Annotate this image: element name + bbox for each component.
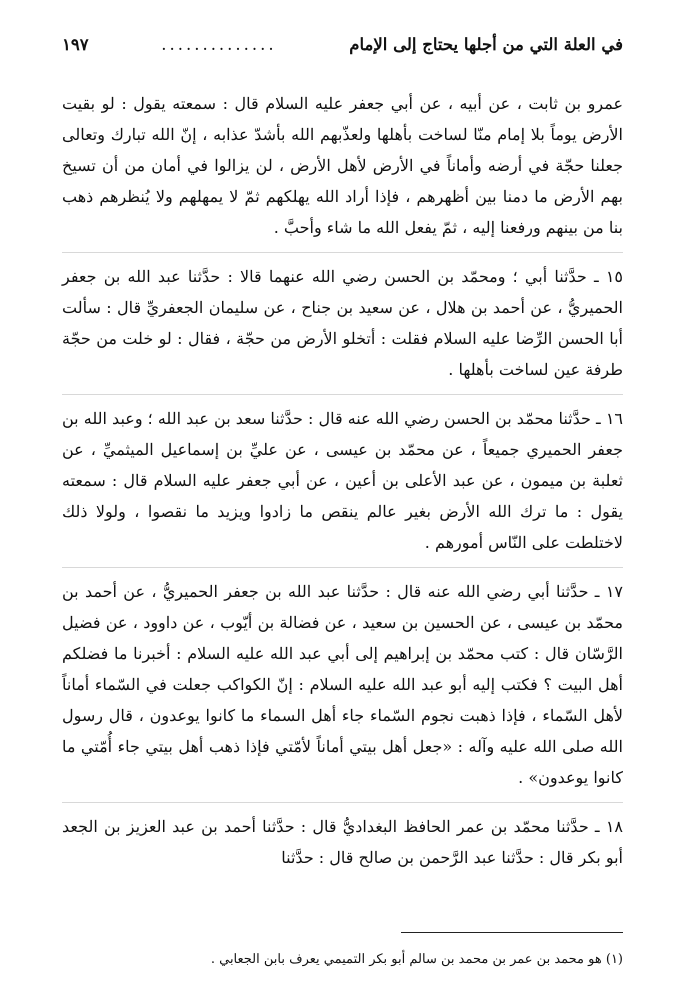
paragraph-continuation: عمرو بن ثابت ، عن أبيه ، عن أبي جعفر عليه السلام قال : سمعته يقول : لو بقيت الأرض يوماً بلا إمام منّا لساخت بأهلها ولعذّبهم الله بأشدّ عذابه ، إنّ الله تبارك وتعالى جعلنا حجّة في أرضه وأماناً في الأرض لأهل الأرض ، لن يزالوا في أمان من أن تسيخ بهم الأرض ما دمنا بين أظهرهم ، فإذا أراد الله يهلكهم ثمّ لا يمهلهم ولا يُنظرهم ذهب بنا من بينهم ورفعنا إليه ، ثمّ يفعل الله ما شاء وأحبَّ . bbox=[62, 94, 624, 237]
hadith-18: ١٨ ـ حدَّثنا محمّد بن عمر الحافظ البغداديُّ قال : حدَّثنا أحمد بن عبد العزيز بن الجعد أبو بكر قال : حدَّثنا عبد الرَّحمن بن صالح قال : حدَّثنا bbox=[62, 817, 623, 867]
leader-dots: .............. bbox=[161, 35, 277, 54]
footnote: (١) هو محمد بن عمر بن محمد بن سالم أبو بكر التميمي يعرف بابن الجعابي . bbox=[210, 952, 623, 967]
running-header bbox=[62, 30, 623, 64]
hadith-16: ١٦ ـ حدَّثنا محمّد بن الحسن رضي الله عنه قال : حدَّثنا سعد بن عبد الله ؛ وعبد الله بن جعفر الحميري جميعاً ، عن محمّد بن عيسى ، عن عليِّ بن إسماعيل الميثميِّ ، عن ثعلبة بن ميمون ، عن عبد الأعلى بن أعين ، عن أبي جعفر عليه السلام قال : سمعته يقول : ما ترك الله الأرض بغير عالم ينقص ما زادوا ويزيد ما نقصوا ، ولولا ذلك لاختلطت على النّاس أمورهم . bbox=[62, 409, 623, 552]
page-number: ١٩٧ bbox=[62, 35, 89, 54]
paragraph-divider bbox=[62, 252, 623, 253]
paragraph-divider bbox=[62, 802, 623, 803]
paragraph-divider bbox=[62, 567, 623, 568]
footnote-rule bbox=[401, 932, 623, 933]
hadith-17: ١٧ ـ حدَّثنا أبي رضي الله عنه قال : حدَّثنا عبد الله بن جعفر الحميريُّ ، عن أحمد بن محمّد بن عيسى ، عن الحسين بن سعيد ، عن فضالة بن أيّوب ، عن داوود ، عن فضيل الرَّسّان قال : كتب محمّد بن إبراهيم إلى أبي عبد الله عليه السلام : أخبرنا ما فضلكم أهل البيت ؟ فكتب إليه أبو عبد الله عليه السلام : إنّ الكواكب جعلت في السّماء أماناً لأهل السّماء ، فإذا ذهبت نجوم السّماء جاء أهل السماء ما كانوا يوعدون ، قال رسول الله صلى الله عليه وآله : «جعل أهل بيتي أماناً لأمّتي فإذا ذهب أهل بيتي جاء أُمّتي ما كانوا يوعدون» . bbox=[62, 582, 623, 787]
hadith-15: ١٥ ـ حدَّثنا أبي ؛ ومحمّد بن الحسن رضي الله عنهما قالا : حدَّثنا عبد الله بن جعفر الحميريُّ ، عن أحمد بن هلال ، عن سعيد بن جناح ، عن سليمان الجعفريِّ قال : سألت أبا الحسن الرِّضا عليه السلام فقلت : أتخلو الأرض من حجّة ، فقال : لو خلت من حجّة طرفة عين لساخت بأهلها . bbox=[62, 267, 624, 379]
chapter-title: في العلة التي من أجلها يحتاج إلى الإمام bbox=[349, 35, 623, 54]
paragraph-divider bbox=[62, 394, 623, 395]
